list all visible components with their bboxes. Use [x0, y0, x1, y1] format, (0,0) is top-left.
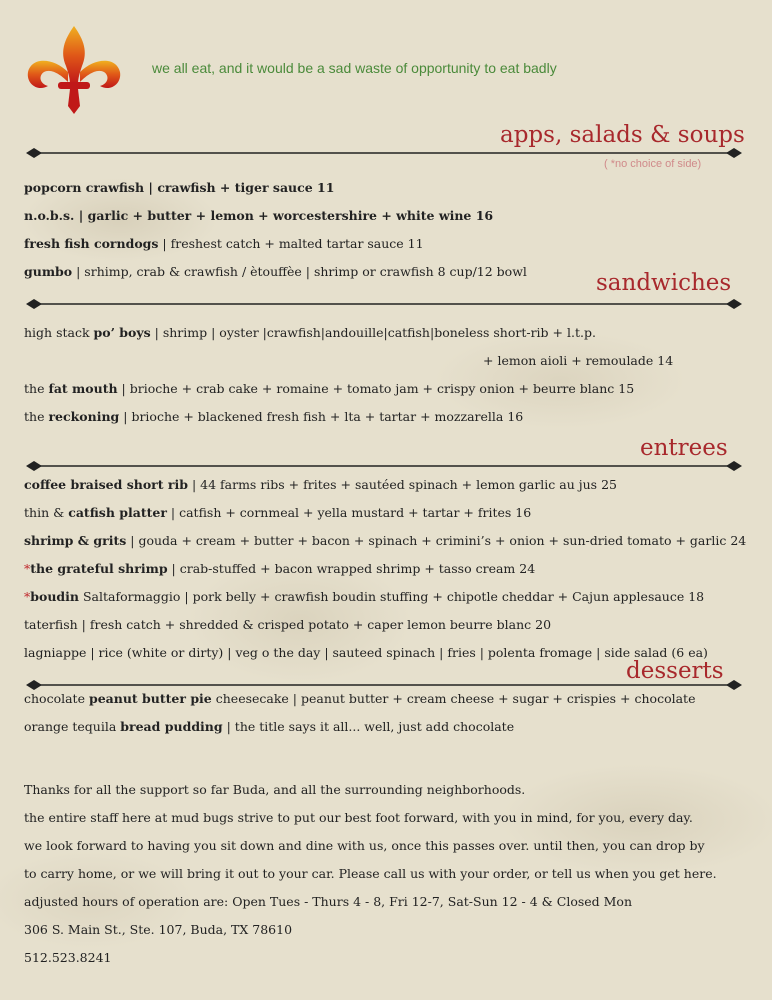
note-line: we look forward to having you sit down and dine with us, once this passes over. until then, you can drop by	[24, 838, 705, 853]
menu-item: taterfish | fresh catch + shredded & crisped potato + caper lemon beurre blanc 20	[24, 617, 552, 632]
menu-item: coffee braised short rib | 44 farms ribs + frites + sautéed spinach + lemon garlic au jus 25	[24, 477, 617, 492]
menu-item: the fat mouth | brioche + crab cake + romaine + tomato jam + crispy onion + beurre blanc 15	[24, 381, 635, 396]
note-line: Thanks for all the support so far Buda, and all the surrounding neighborhoods.	[24, 782, 526, 797]
address-line: 306 S. Main St., Ste. 107, Buda, TX 78610	[24, 922, 293, 937]
menu-item: *boudin Saltaformaggio | pork belly + crawfish boudin stuffing + chipotle cheddar + Cajun applesauce 18	[24, 589, 705, 604]
section-title-entrees: entrees	[640, 435, 728, 461]
section-title-sandwiches: sandwiches	[596, 270, 732, 296]
menu-item: *the grateful shrimp | crab-stuffed + bacon wrapped shrimp + tasso cream 24	[24, 561, 536, 576]
menu-item: chocolate peanut butter pie cheesecake | peanut butter + cream cheese + sugar + crispies + chocolate	[24, 691, 696, 706]
menu-item: high stack po’ boys | shrimp | oyster |crawfish|andouille|catfish|boneless short-rib + l.t.p.	[24, 325, 596, 340]
menu-item: thin & catfish platter | catfish + cornmeal + yella mustard + tartar + frites 16	[24, 505, 532, 520]
menu-item: shrimp & grits | gouda + cream + butter + bacon + spinach + crimini’s + onion + sun-dried tomato + garlic 24	[24, 533, 747, 548]
fleur-de-lis-logo	[24, 22, 124, 116]
menu-item: n.o.b.s. | garlic + butter + lemon + worcestershire + white wine 16	[24, 208, 494, 223]
divider	[24, 297, 744, 311]
menu-item: gumbo | srhimp, crab & crawfish / ètouffèe | shrimp or crawfish 8 cup/12 bowl	[24, 264, 527, 279]
divider	[24, 459, 744, 473]
section-title-apps: apps, salads & soups	[500, 122, 745, 148]
section-title-desserts: desserts	[626, 658, 724, 684]
note-line: the entire staff here at mud bugs strive to put our best foot forward, with you in mind, for you, every day.	[24, 810, 693, 825]
divider	[24, 678, 744, 692]
menu-item: popcorn crawfish | crawfish + tiger sauce 11	[24, 180, 335, 195]
menu-item-continued: + lemon aioli + remoulade 14	[483, 353, 674, 368]
note-line: to carry home, or we will bring it out to your car. Please call us with your order, or tell us when you get here.	[24, 866, 717, 881]
phone-line: 512.523.8241	[24, 950, 112, 965]
menu-item: orange tequila bread pudding | the title says it all... well, just add chocolate	[24, 719, 515, 734]
menu-item: fresh fish corndogs | freshest catch + malted tartar sauce 11	[24, 236, 424, 251]
hours-line: adjusted hours of operation are: Open Tues - Thurs 4 - 8, Fri 12-7, Sat-Sun 12 - 4 & Closed Mon	[24, 894, 633, 909]
menu-item: the reckoning | brioche + blackened fresh fish + lta + tartar + mozzarella 16	[24, 409, 524, 424]
section-note-apps: ( *no choice of side)	[604, 158, 702, 170]
tagline: we all eat, and it would be a sad waste of opportunity to eat badly	[152, 60, 557, 76]
menu-item: lagniappe | rice (white or dirty) | veg o the day | sauteed spinach | fries | polenta fromage | side salad (6 ea)	[24, 645, 708, 660]
